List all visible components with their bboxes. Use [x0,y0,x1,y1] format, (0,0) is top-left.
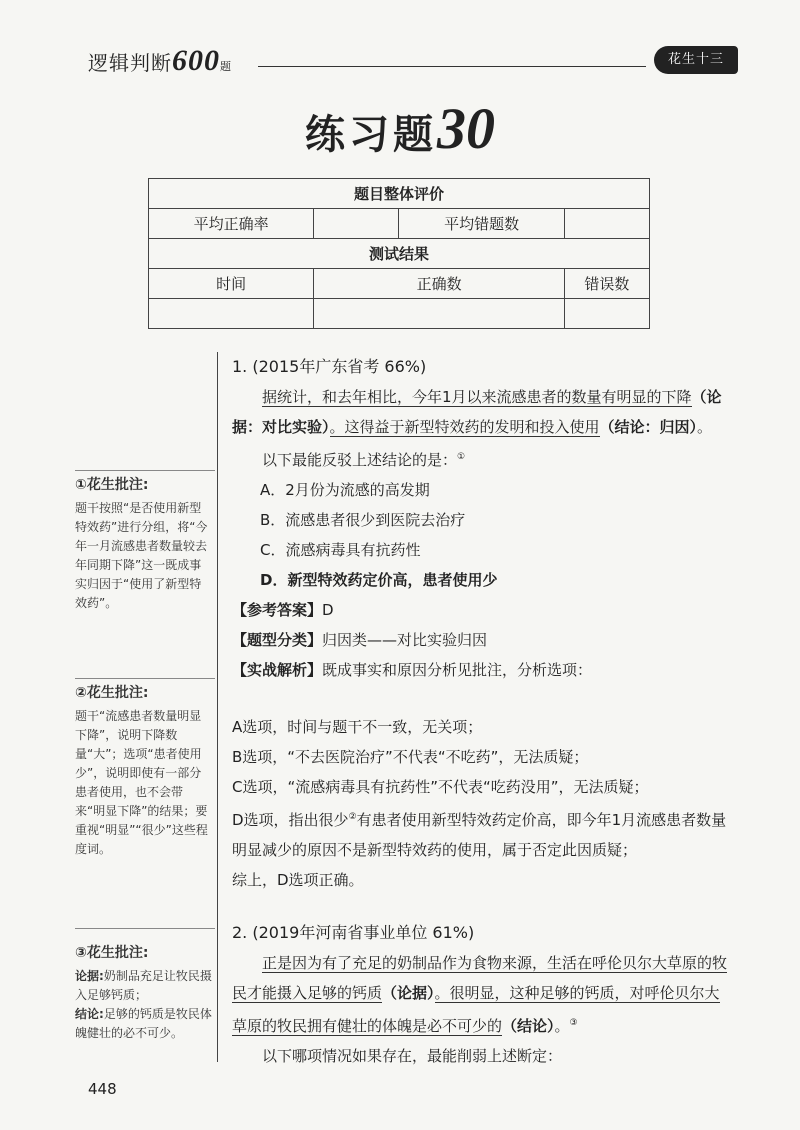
book-title-number: 600 [172,44,220,77]
passage-text: 据统计，和去年相比，今年1月以来流感患者的数量有明显的下降 [262,388,692,406]
correct-value-cell [314,299,564,329]
table-row [149,239,650,269]
analysis-option-a: A选项，时间与题干不一致，无关项； [232,718,483,736]
question-header: 2. (2019年河南省事业单位 61%) [232,923,475,942]
passage-text: 。 [554,1017,570,1035]
answer-label: 【参考答案】 [232,601,323,619]
side-note-3 [75,944,213,1043]
type-label: 【题型分类】 [232,631,323,649]
type-line [232,625,732,655]
question-stem [232,442,732,475]
page-title-number: 30 [437,96,495,161]
side-note-1 [75,476,213,613]
analysis-text: 既成事实和原因分析见批注，分析选项： [322,661,593,679]
side-note-2 [75,684,213,859]
analysis-option-d [232,802,732,865]
passage-text: 正是因为有了充足的奶制品作为食物来源，生活在呼伦贝尔大草原的牧民才能摄入足够的钙质 [232,954,728,1002]
question-header: 1. (2015年广东省考 66%) [232,357,427,376]
side-note-title: ③花生批注: [75,945,149,961]
page-number: 448 [88,1080,117,1098]
note-separator [75,678,215,679]
test-result-header: 测试结果 [149,239,650,269]
analysis-text: D选项，指出很少 [232,811,349,829]
passage-tag: （结论） [502,1017,555,1035]
side-note-line [75,1005,213,1043]
type-value: 归因类——对比实验归因 [322,631,488,649]
passage-tag: （论据） [382,984,435,1002]
note-label: 结论: [75,1007,104,1021]
margin-divider [217,352,218,1062]
side-note-body: 题干“流感患者数量明显下降”，说明下降数量“大”；选项“患者使用少”，说明即使有一部分患者使用，也不会带来“明显下降”的结果；要重视“明显”“很少”这些程度词。 [75,709,208,856]
brand-name: 花生十三 [667,52,724,67]
table-row [149,209,650,239]
table-row [149,179,650,209]
question-1 [232,352,732,685]
header-rule [258,66,646,67]
answer-value: D [322,601,334,619]
side-note-line [75,967,213,1005]
table-row [149,269,650,299]
note-separator [75,470,215,471]
overall-eval-header: 题目整体评价 [149,179,650,209]
analysis-label: 【实战解析】 [232,661,323,679]
note-text: 奶制品充足让牧民摄入足够钙质； [75,969,212,1002]
side-note-title: ②花生批注: [75,685,149,701]
page-title-text: 练习题 [305,112,437,158]
note-reference: ① [457,452,466,462]
option-d: D．新型特效药定价高，患者使用少 [260,571,498,589]
note-text: 足够的钙质是牧民体魄健壮的必不可少。 [75,1007,212,1040]
passage-text: 。这得益于新型特效药的发明和投入使用 [329,418,600,436]
avg-correct-rate-value [314,209,399,239]
passage-text: 。很明显，这种足够的钙质，对呼伦贝尔大草原的牧民拥有健壮的体魄是必不可少的 [232,984,720,1035]
note-reference: ③ [569,1018,578,1028]
analysis-option-b: B选项，“不去医院治疗”不代表“不吃药”，无法质疑； [232,748,589,766]
note-separator [75,928,215,929]
table-row [149,299,650,329]
answer-line [232,595,732,625]
time-column-header: 时间 [149,269,314,299]
option-b: B．流感患者很少到医院去治疗 [260,511,466,529]
question-2 [232,918,732,1071]
question-passage [232,382,732,442]
side-note-title: ①花生批注: [75,477,149,493]
evaluation-table [148,178,650,329]
stem-text: 以下最能反驳上述结论的是： [262,451,458,469]
note-reference: ② [348,812,357,822]
question-passage [232,948,732,1041]
avg-wrong-count-label: 平均错题数 [399,209,564,239]
passage-tag: （论据：对比实验） [232,388,722,436]
analysis-text: 有患者使用新型特效药定价高，即今年1月流感患者数量明显减少的原因不是新型特效药的使用，属于否定此因质疑； [232,811,727,859]
book-title [88,44,232,78]
avg-correct-rate-label: 平均正确率 [149,209,314,239]
option-c: C．流感病毒具有抗药性 [260,541,421,559]
correct-column-header: 正确数 [314,269,564,299]
note-label: 论据: [75,969,104,983]
wrong-column-header: 错误数 [564,269,649,299]
time-value-cell [149,299,314,329]
analysis-body [232,712,732,895]
analysis-option-c: C选项，“流感病毒具有抗药性”不代表“吃药没用”，无法质疑； [232,778,649,796]
analysis-conclusion: 综上，D选项正确。 [232,871,364,889]
page-title [0,95,800,162]
avg-wrong-count-value [564,209,649,239]
passage-tag: （结论：归因） [599,418,698,436]
brand-logo [654,46,738,74]
book-title-suffix: 题 [220,60,232,73]
side-note-body: 题干按照“是否使用新型特效药”进行分组，将“今年一月流感患者数量较去年同期下降”这一既成事实归因于“使用了新型特效药”。 [75,501,208,610]
wrong-value-cell [564,299,649,329]
question-stem: 以下哪项情况如果存在，最能削弱上述断定： [262,1047,563,1065]
analysis-line [232,655,732,685]
option-a: A．2月份为流感的高发期 [260,481,430,499]
passage-text: 。 [697,418,713,436]
book-title-prefix: 逻辑判断 [88,51,172,75]
